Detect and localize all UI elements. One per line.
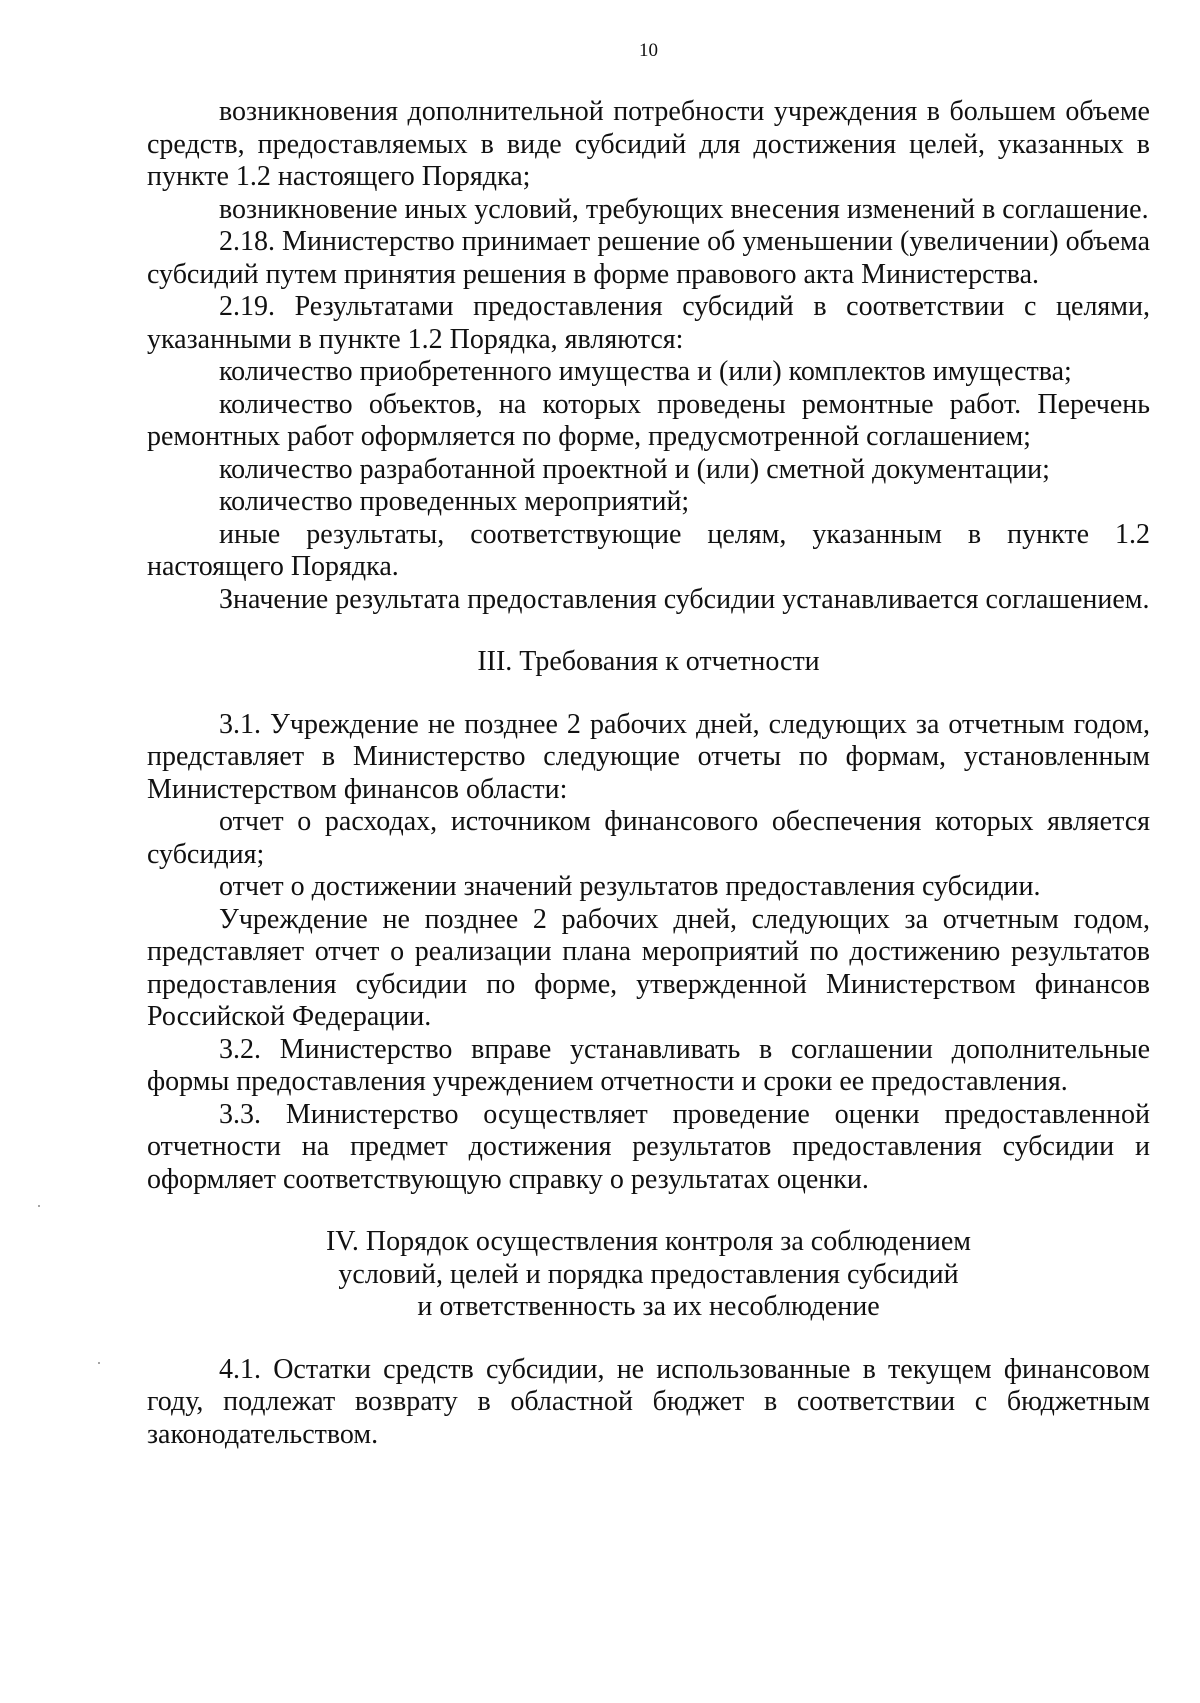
paragraph: Значение результата предоставления субсидии устанавливается соглашением. <box>219 583 1150 615</box>
paragraph-3-3: 3.3. Министерство осуществляет проведение оценки предоставленной отчетности на предмет достижения результатов предоставления субсидии и оформляет соответствующую справку о результатах оценки. <box>147 1098 1150 1195</box>
scan-speck <box>38 1205 40 1207</box>
document-page <box>147 40 1150 1451</box>
paragraph-3-2: 3.2. Министерство вправе устанавливать в соглашении дополнительные формы предоставления учреждением отчетности и сроки ее предоставления. <box>147 1033 1150 1097</box>
section-3 <box>147 709 1150 1197</box>
heading-line: IV. Порядок осуществления контроля за соблюдением <box>325 1226 972 1257</box>
heading-line: условий, целей и порядка предоставления субсидий <box>338 1258 959 1290</box>
paragraph: возникновения дополнительной потребности учреждения в большем объеме средств, предоставляемых в виде субсидий для достижения целей, указанных в пункте 1.2 настоящего Порядка; <box>147 96 1150 192</box>
list-item: количество приобретенного имущества и (или) комплектов имущества; <box>219 356 1072 387</box>
list-item: количество объектов, на которых проведены ремонтные работ. Перечень ремонтных работ оформляется по форме, предусмотренной соглашением; <box>147 388 1150 452</box>
list-item: количество проведенных мероприятий; <box>219 486 690 517</box>
paragraph-2-18: 2.18. Министерство принимает решение об уменьшении (увеличении) объема субсидий путем принятия решения в форме правового акта Министерства. <box>147 226 1150 290</box>
page-number: 10 <box>639 40 658 61</box>
paragraph-4-1: 4.1. Остатки средств субсидии, не использованные в текущем финансовом году, подлежат возврату в областной бюджет в соответствии с бюджетным законодательством. <box>147 1353 1150 1450</box>
section-3-heading: III. Требования к отчетности <box>477 646 820 677</box>
section-4-heading <box>147 1226 1150 1324</box>
paragraph: Учреждение не позднее 2 рабочих дней, следующих за отчетным годом, представляет отчет о реализации плана мероприятий по достижению результатов предоставления субсидии по форме, утвержденной Министерством финансов Российской Федерации. <box>147 903 1150 1032</box>
list-item: количество разработанной проектной и (или) сметной документации; <box>219 453 1050 485</box>
section-2-continuation <box>147 96 1150 616</box>
scan-speck <box>98 1362 100 1364</box>
list-item: отчет о достижении значений результатов предоставления субсидии. <box>219 871 1041 902</box>
section-4 <box>147 1354 1150 1452</box>
list-item: отчет о расходах, источником финансового обеспечения которых является субсидия; <box>147 806 1150 870</box>
paragraph: возникновение иных условий, требующих внесения изменений в соглашение. <box>219 193 1149 225</box>
list-item: иные результаты, соответствующие целям, указанным в пункте 1.2 настоящего Порядка. <box>147 518 1150 582</box>
paragraph-2-19: 2.19. Результатами предоставления субсидий в соответствии с целями, указанными в пункте 1.2 Порядка, являются: <box>147 291 1150 355</box>
heading-line: и ответственность за их несоблюдение <box>417 1291 880 1322</box>
paragraph-3-1: 3.1. Учреждение не позднее 2 рабочих дней, следующих за отчетным годом, представляет в Министерство следующие отчеты по формам, установленным Министерством финансов области: <box>147 708 1150 805</box>
